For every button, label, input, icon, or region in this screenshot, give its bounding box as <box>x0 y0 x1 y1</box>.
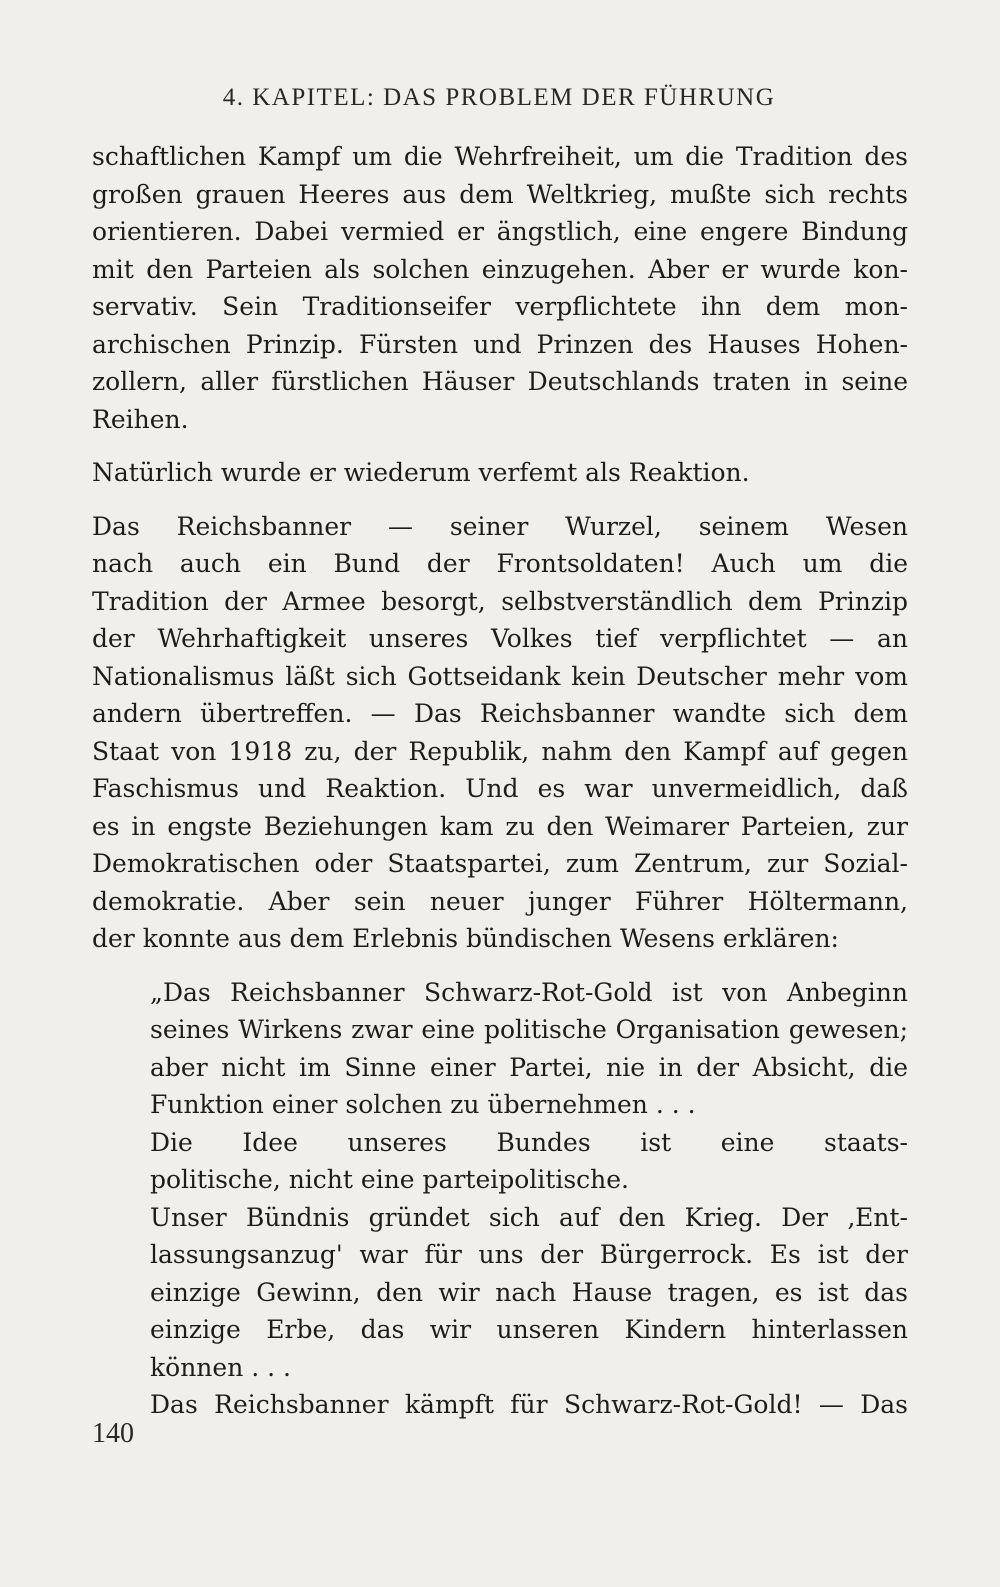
text-line: orientieren. Dabei vermied er ängstlich, eine engere Bindung <box>92 217 908 246</box>
text-line: Das Reichsbanner — seiner Wurzel, seinem Wesen <box>92 511 908 541</box>
quote-line: Unser Bündnis gründet sich auf den Krieg. Der ‚Ent- <box>150 1202 908 1232</box>
running-head: 4. KAPITEL: DAS PROBLEM DER FÜHRUNG <box>222 84 776 111</box>
text-line: der Wehrhaftigkeit unseres Volkes tief verpflichtet — an <box>92 624 908 653</box>
text-line: nach auch ein Bund der Frontsoldaten! Auch um die <box>92 549 908 578</box>
text-line: demokratie. Aber sein neuer junger Führer Höltermann, <box>92 886 908 916</box>
text-line: archischen Prinzip. Fürsten und Prinzen des Hauses Hohen- <box>92 329 908 359</box>
quote-line: einzige Erbe, das wir unseren Kindern hinterlassen <box>150 1315 908 1344</box>
text-line: zollern, aller fürstlichen Häuser Deutschlands traten in seine <box>92 367 908 396</box>
quote-line: Die Idee unseres Bundes ist eine staats- <box>150 1127 908 1157</box>
text-line: großen grauen Heeres aus dem Weltkrieg, mußte sich rechts <box>92 179 908 209</box>
text-line: Tradition der Armee besorgt, selbstverständlich dem Prinzip <box>92 586 908 616</box>
page-number: 140 <box>92 1418 134 1449</box>
paragraph-2 <box>92 454 908 492</box>
quote-line: seines Wirkens zwar eine politische Organisation gewesen; <box>150 1015 908 1044</box>
text-line: Demokratischen oder Staatspartei, zum Zentrum, zur Sozial- <box>92 849 908 878</box>
block-quote <box>92 974 908 1424</box>
quote-line: Das Reichsbanner kämpft für Schwarz-Rot-Gold! — Das <box>150 1390 908 1419</box>
text-line: der konnte aus dem Erlebnis bündischen Wesens erklären: <box>92 924 839 953</box>
text-line: mit den Parteien als solchen einzugehen. Aber er wurde kon- <box>92 254 908 284</box>
main-text <box>92 138 908 1424</box>
text-line: Reihen. <box>92 404 189 434</box>
quote-line: politische, nicht eine parteipolitische. <box>150 1165 629 1194</box>
paragraph-3 <box>92 508 908 958</box>
text-line: servativ. Sein Traditionseifer verpflichtete ihn dem mon- <box>92 292 908 321</box>
quote-line: lassungsanzug' war für uns der Bürgerrock. Es ist der <box>150 1240 908 1269</box>
text-line: schaftlichen Kampf um die Wehrfreiheit, um die Tradition des <box>92 142 908 171</box>
quote-line: aber nicht im Sinne einer Partei, nie in der Absicht, die <box>150 1052 908 1082</box>
text-line: Faschismus und Reaktion. Und es war unvermeidlich, daß <box>92 774 908 803</box>
text-line: es in engste Beziehungen kam zu den Weimarer Parteien, zur <box>92 811 908 841</box>
quote-line: können . . . <box>150 1352 291 1382</box>
quote-line: einzige Gewinn, den wir nach Hause tragen, es ist das <box>150 1277 908 1307</box>
text-line: Natürlich wurde er wiederum verfemt als Reaktion. <box>92 458 750 487</box>
text-line: Staat von 1918 zu, der Republik, nahm den Kampf auf gegen <box>92 736 908 766</box>
text-line: Nationalismus läßt sich Gottseidank kein Deutscher mehr vom <box>92 661 908 691</box>
text-line: andern übertreffen. — Das Reichsbanner wandte sich dem <box>92 699 908 728</box>
quote-line: „Das Reichsbanner Schwarz-Rot-Gold ist von Anbeginn <box>150 977 908 1007</box>
paragraph-1 <box>92 138 908 438</box>
quote-line: Funktion einer solchen zu übernehmen . . . <box>150 1090 696 1119</box>
